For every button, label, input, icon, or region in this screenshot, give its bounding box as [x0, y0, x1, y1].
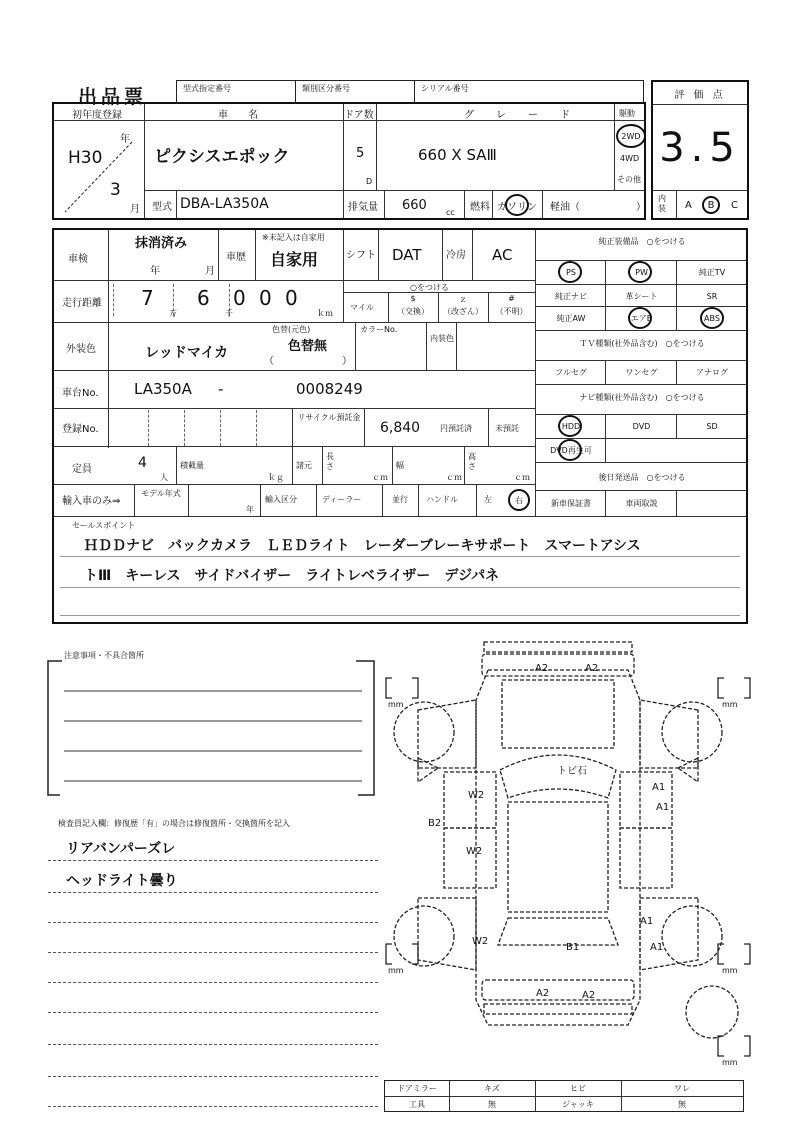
car-name: ピクシスエポック	[154, 147, 290, 167]
inspector-line-1: リアバンパーズレ	[66, 841, 176, 857]
color-value: レッドマイカ	[145, 345, 229, 361]
recycle-label: リサイクル預託金	[297, 413, 361, 422]
first-reg-year-unit: 年	[120, 134, 130, 145]
mark-windshield: トビ石	[557, 766, 587, 777]
import-dealer: ディーラー	[322, 495, 362, 504]
drive-label: 駆動	[619, 109, 635, 118]
first-reg-year: H30	[68, 148, 103, 168]
doors-value: 5	[356, 146, 365, 161]
navi-hdd: HDD	[561, 421, 581, 431]
first-reg-slash	[60, 140, 135, 215]
color-label: 外装色	[66, 344, 96, 355]
legend-table	[384, 1080, 744, 1112]
import-year-unit: 年	[246, 505, 254, 514]
category-number-box	[295, 80, 415, 102]
equip-leather: 革シート	[625, 291, 658, 301]
mark-rear-bumper-1: A2	[536, 988, 550, 999]
navi-hdd-circle	[558, 415, 582, 437]
interior-label: 内装	[658, 194, 666, 213]
dims-length-unit: ｃｍ	[372, 473, 388, 482]
inspector-line-2: ヘッドライト曇り	[66, 873, 178, 889]
color-change-paren-close: ）	[342, 356, 352, 367]
ac-label: 冷房	[446, 250, 466, 261]
equip-navi: 純正ナビ	[555, 291, 587, 301]
dims-height-unit: ｃｍ	[514, 473, 530, 482]
sales-label: セールスポイント	[72, 521, 136, 530]
first-reg-label: 初年度登録	[72, 110, 122, 121]
import-class-label: 輸入区分	[265, 495, 297, 504]
chassis-label: 車台No.	[62, 388, 99, 399]
mark-front-bumper-1: A2	[535, 663, 549, 674]
mileage-tampered-sym: ｚ	[459, 295, 467, 304]
mileage-digit-1: 7	[141, 286, 154, 310]
mark-left-rear-fender: W2	[472, 936, 489, 947]
ac-value: AC	[492, 246, 513, 264]
color-no-label: カラーNo.	[360, 325, 398, 334]
mileage-mark-note: ○をつける	[410, 283, 449, 292]
later-manual: 車両取説	[625, 498, 658, 508]
mileage-digits	[113, 284, 343, 318]
model-designation-label: 型式指定番号	[183, 84, 231, 93]
chassis-prefix: LA350A	[134, 380, 192, 398]
legend-tools-value: 無	[488, 1100, 496, 1109]
navi-dvd: DVD	[632, 421, 651, 431]
shift-label: シフト	[346, 250, 376, 261]
mark-rear-bumper-2: A2	[582, 990, 596, 1001]
first-reg-month-unit: 月	[130, 204, 140, 215]
mileage-exchange: （交換）	[397, 307, 429, 316]
mark-right-front-door-2: A1	[656, 802, 670, 813]
tv-title: ＴＶ種類(社外品含む) ○をつける	[579, 339, 705, 348]
capacity-label: 定員	[72, 464, 92, 475]
legend-jack-value: 無	[678, 1100, 686, 1109]
dims-height: 高さ	[468, 452, 476, 471]
mileage-unknown: （不明）	[495, 307, 528, 316]
category-number-label: 類別区分番号	[302, 84, 350, 93]
load-label: 積載量	[180, 461, 204, 470]
legend-jack: ジャッキ	[562, 1100, 594, 1109]
tire-mm-fr: mm	[722, 700, 738, 709]
fuel-gasoline-circle	[505, 194, 529, 216]
tv-oneseg: ワンセグ	[625, 367, 658, 377]
mark-front-bumper-2: A2	[585, 663, 599, 674]
navi-dvd-play: DVD再生可	[550, 445, 592, 455]
fuel-label: 燃料	[470, 202, 490, 213]
later-title: 後日発送品 ○をつける	[598, 473, 686, 482]
displacement-value: 660	[402, 198, 427, 213]
equip-airbag-circle	[628, 307, 652, 329]
mileage-digit-5: 0	[285, 286, 298, 310]
car-name-label: 車 名	[218, 110, 258, 121]
equip-pw-circle	[628, 261, 652, 283]
first-reg-month: 3	[110, 180, 121, 200]
inspector-label: 検査員記入欄：修復歴「有」の場合は修復箇所・交換箇所を記入	[58, 819, 290, 828]
legend-tools: 工具	[409, 1100, 425, 1109]
equip-ps-circle	[558, 261, 582, 283]
navi-title: ナビ種類(社外品含む) ○をつける	[579, 393, 705, 402]
mileage-digit-2: 6	[197, 286, 210, 310]
tire-mm-rl: mm	[388, 966, 404, 975]
mileage-man-unit: 万	[169, 309, 177, 318]
mileage-unknown-sym: #	[508, 294, 515, 303]
mileage-digit-3: 0	[233, 286, 246, 310]
import-label: 輸入車のみ⇒	[62, 496, 121, 507]
mark-right-rear-fender: A1	[640, 916, 654, 927]
chassis-number: 0008249	[296, 380, 363, 398]
mileage-km-unit: ｋｍ	[317, 309, 333, 318]
equip-abs-circle	[700, 307, 724, 329]
capacity-unit: 人	[160, 473, 168, 482]
displacement-unit: cc	[446, 208, 455, 217]
tire-mm-fl: mm	[388, 700, 404, 709]
tire-mm-spare: mm	[722, 1058, 738, 1067]
dims-label: 諸元	[296, 461, 312, 470]
mark-left-rear-door: W2	[466, 846, 483, 857]
handle-right-circled: 右	[508, 489, 530, 511]
shaken-value: 抹消済み	[135, 236, 188, 251]
mark-left-side: B2	[428, 818, 442, 829]
mileage-sen-unit: 千	[225, 309, 233, 318]
mileage-digit-4: 0	[259, 286, 272, 310]
dims-length: 長さ	[326, 452, 334, 471]
mark-right-front-door-1: A1	[652, 782, 666, 793]
shaken-month-unit: 月	[205, 266, 215, 277]
color-change-paren-open: （	[264, 356, 274, 367]
legend-door-mirror: ドアミラー	[397, 1084, 437, 1093]
shaken-year-unit: 年	[150, 266, 160, 277]
equip-aw: 純正AW	[556, 313, 586, 323]
fuel-paren-close: ）	[636, 202, 646, 213]
recycle-status: 円預託済	[440, 424, 472, 433]
navi-dvd-play-circle	[558, 439, 582, 461]
dims-width-unit: ｃｍ	[446, 473, 462, 482]
interior-grade-b-circled: B	[702, 196, 720, 214]
equip-abs: ABS	[704, 313, 720, 323]
page-title: 出品票	[78, 86, 148, 108]
tv-analog: アナログ	[696, 367, 728, 377]
mark-left-front-door: W2	[468, 790, 485, 801]
shaken-label: 車検	[68, 254, 88, 265]
later-warranty: 新車保証書	[551, 498, 591, 508]
shift-value: DAT	[392, 246, 422, 264]
interior-grade-c: C	[731, 200, 738, 211]
serial-number-label: シリアル番号	[421, 84, 469, 93]
capacity-value: 4	[138, 455, 147, 471]
mileage-label: 走行距離	[62, 298, 102, 309]
grade-label: グ レ ー ド	[464, 110, 576, 121]
equip-pw: PW	[635, 267, 648, 277]
equipment-title: 純正装備品 ○をつける	[598, 237, 686, 246]
model-label: 型式	[152, 202, 172, 213]
fuel-light-oil: 軽油（	[550, 202, 580, 213]
equip-ps: PS	[566, 267, 576, 277]
recycle-unpaid: 未預託	[495, 424, 519, 433]
displacement-label: 排気量	[348, 202, 378, 213]
car-damage-diagram	[378, 640, 758, 1060]
grade-value: 660 X SAⅢ	[418, 146, 497, 164]
doors-label: ドア数	[344, 110, 374, 121]
history-label: 車歴	[226, 252, 246, 263]
sales-line-1: ＨＤＤナビ バックカメラ ＬＥＤライト レーダーブレーキサポート スマートアシス	[84, 538, 641, 554]
equip-tv: 純正TV	[698, 267, 726, 277]
serial-number-box	[414, 80, 644, 102]
color-change-value: 色替無	[288, 339, 328, 354]
legend-scratch: キズ	[484, 1084, 500, 1093]
history-note: ※未記入は自家用	[262, 233, 325, 242]
recycle-value: 6,840	[380, 420, 421, 436]
legend-crack: ヒビ	[570, 1084, 586, 1093]
equip-sr: SR	[706, 291, 718, 301]
notes-label: 注意事項・不具合箇所	[64, 651, 144, 660]
import-parallel: 並行	[392, 495, 408, 504]
model-designation-box	[176, 80, 296, 102]
interior-color-label: 内装色	[430, 334, 454, 343]
mileage-mile: マイル	[350, 303, 374, 312]
handle-label: ハンドル	[426, 495, 458, 504]
mileage-exchange-sym: $	[410, 294, 416, 303]
registration-label: 登録No.	[62, 424, 99, 435]
tv-fullseg: フルセグ	[555, 367, 587, 377]
tire-mm-rr: mm	[722, 966, 738, 975]
fuel-gasoline: ガソリン	[497, 202, 537, 213]
navi-sd: SD	[706, 421, 718, 431]
sales-line-2: トⅢ キーレス サイドバイザー ライトレベライザー デジパネ	[84, 568, 500, 584]
model-value: DBA-LA350A	[180, 196, 269, 212]
color-change-label: 色替(元色)	[272, 325, 311, 334]
mileage-tampered: （改ざん）	[443, 307, 483, 316]
notes-frame	[44, 655, 384, 805]
history-value: 自家用	[270, 250, 319, 269]
door-type: D	[366, 177, 373, 186]
mark-right-rear: A1	[650, 942, 664, 953]
score-label: 評 価 点	[674, 90, 726, 101]
score-value: 3.5	[659, 125, 741, 171]
mark-rear-panel: B1	[566, 942, 580, 953]
drive-other: その他	[617, 175, 641, 184]
drive-2wd-circled: 2WD	[616, 124, 646, 148]
interior-grade-a: A	[685, 200, 692, 211]
load-unit: ｋｇ	[268, 473, 284, 482]
drive-4wd: 4WD	[620, 154, 640, 163]
import-model-year-label: モデル年式	[141, 489, 181, 498]
equip-airbag: エアB	[630, 313, 653, 323]
chassis-dash: -	[218, 380, 224, 398]
dims-width: 幅	[396, 461, 404, 470]
handle-left: 左	[484, 495, 492, 504]
legend-break: ワレ	[674, 1084, 690, 1093]
